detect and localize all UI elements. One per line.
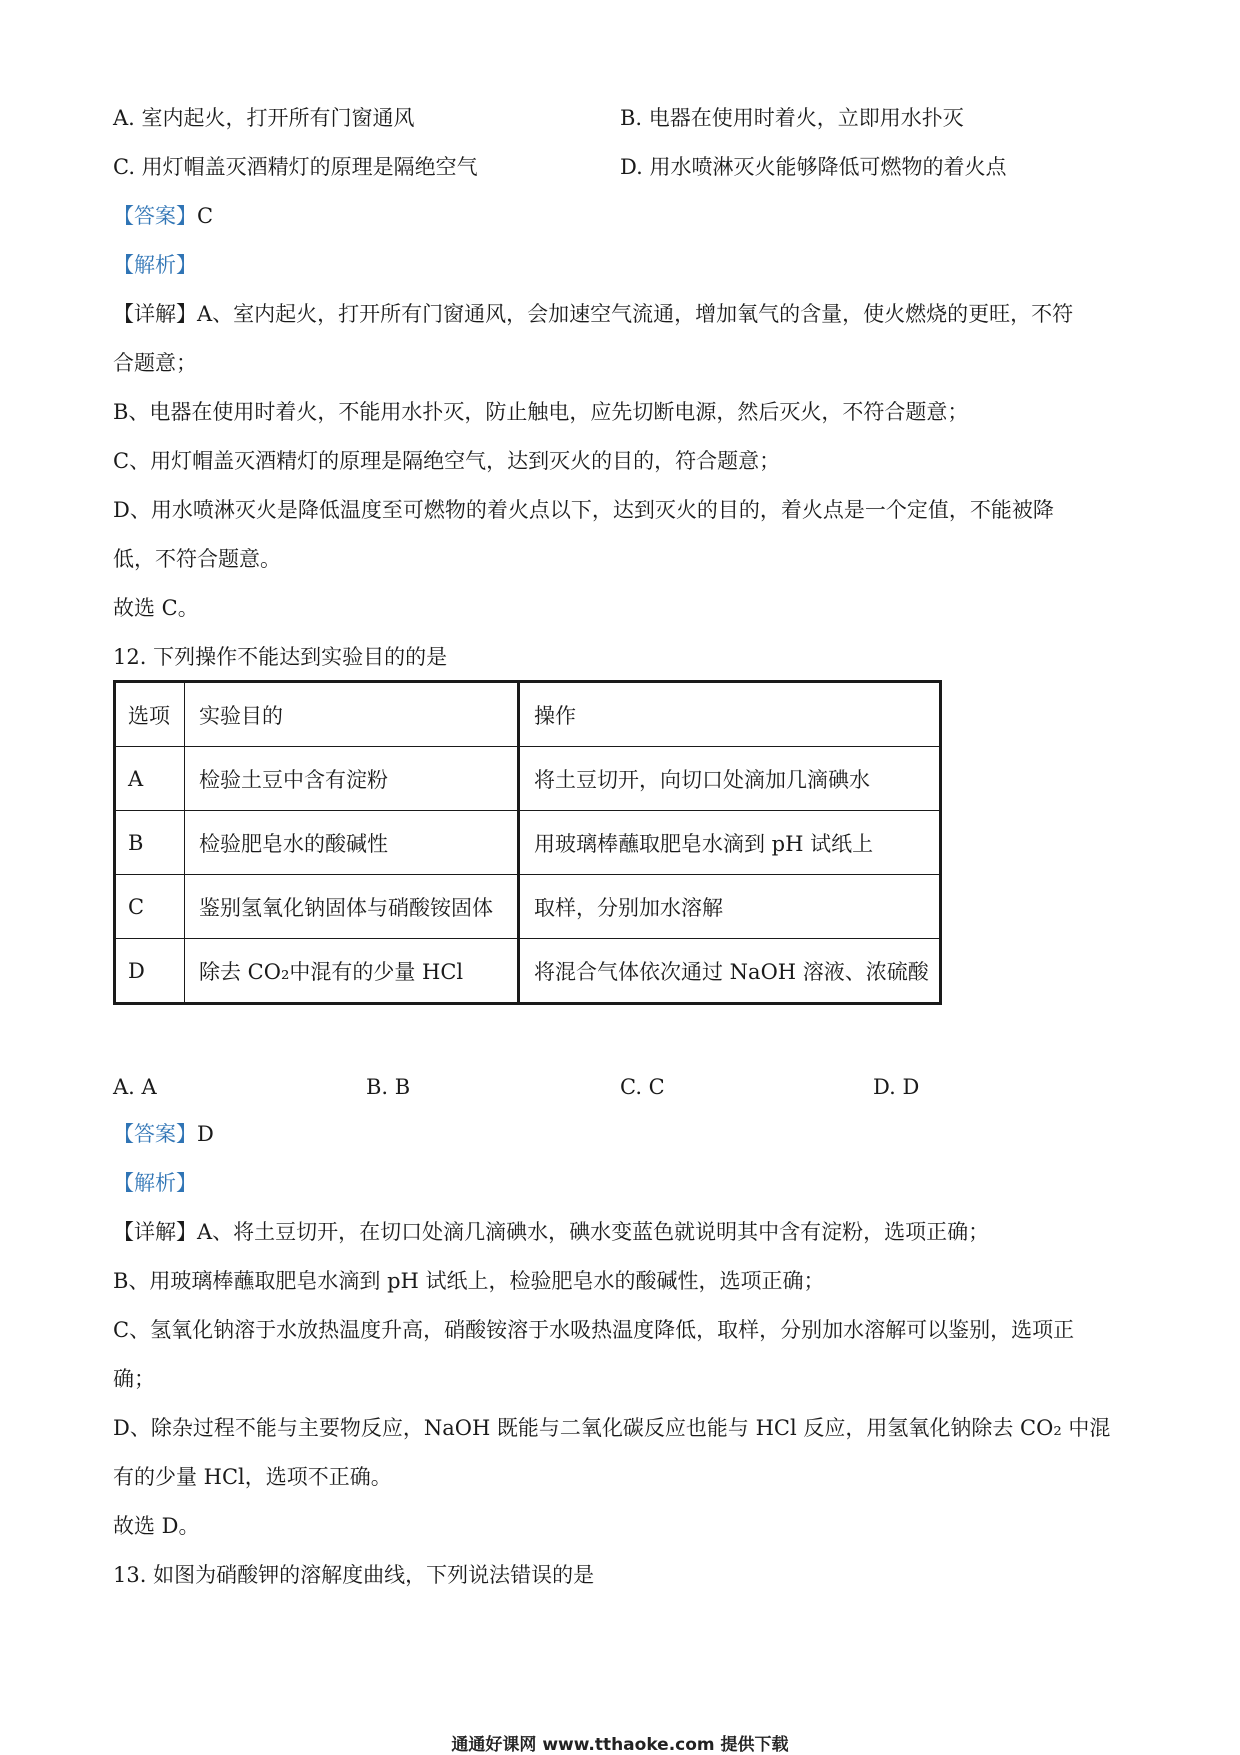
q12-detail-line-2: B、用玻璃棒蘸取肥皂水滴到 pH 试纸上，检验肥皂水的酸碱性，选项正确； bbox=[113, 1269, 825, 1293]
table-row bbox=[115, 939, 941, 1004]
detail-tag: 【详解】 bbox=[113, 302, 197, 326]
q12-detail-line-3: C、氢氧化钠溶于水放热温度升高，硝酸铵溶于水吸热温度降低，取样，分别加水溶解可以鉴别，选项正 bbox=[113, 1318, 1075, 1342]
q11-conclusion: 故选 C。 bbox=[113, 596, 199, 620]
table-cell: D bbox=[115, 939, 185, 1004]
detail-tag: 【详解】 bbox=[113, 1220, 197, 1244]
q12-option-d: D. D bbox=[873, 1075, 920, 1099]
q11-detail-line-1 bbox=[113, 300, 1073, 328]
detail-text: A、将土豆切开，在切口处滴几滴碘水，碘水变蓝色就说明其中含有淀粉，选项正确； bbox=[197, 1220, 990, 1244]
q11-answer bbox=[113, 202, 213, 230]
detail-text: A、室内起火，打开所有门窗通风，会加速空气流通，增加氧气的含量，使火燃烧的更旺，不符 bbox=[197, 302, 1074, 326]
table-cell: C bbox=[115, 875, 185, 939]
table-row bbox=[115, 747, 941, 811]
q11-detail-line-4: C、用灯帽盖灭酒精灯的原理是隔绝空气，达到灭火的目的，符合题意； bbox=[113, 449, 781, 473]
table-cell: 取样，分别加水溶解 bbox=[519, 875, 941, 939]
analysis-tag: 【解析】 bbox=[113, 1171, 197, 1195]
q12-option-b: B. B bbox=[366, 1075, 411, 1099]
table-cell: B bbox=[115, 811, 185, 875]
q12-analysis-tag bbox=[113, 1169, 197, 1197]
q11-option-c: C. 用灯帽盖灭酒精灯的原理是隔绝空气 bbox=[113, 155, 478, 179]
q12-option-a: A. A bbox=[113, 1075, 157, 1099]
table-cell: 将土豆切开，向切口处滴加几滴碘水 bbox=[519, 747, 941, 811]
answer-tag: 【答案】 bbox=[113, 1122, 197, 1146]
page-footer: 通通好课网 www.tthaoke.com 提供下载 bbox=[451, 1735, 789, 1755]
table-row bbox=[115, 811, 941, 875]
q11-analysis-tag bbox=[113, 251, 197, 279]
answer-value: C bbox=[197, 204, 214, 228]
answer-value: D bbox=[197, 1122, 214, 1146]
q12-detail-line-6: 有的少量 HCl，选项不正确。 bbox=[113, 1465, 392, 1489]
table-cell: A bbox=[115, 747, 185, 811]
table-header-cell: 实验目的 bbox=[185, 682, 519, 747]
q12-answer bbox=[113, 1120, 214, 1148]
table-row bbox=[115, 875, 941, 939]
table-header-row bbox=[115, 682, 941, 747]
table-cell: 用玻璃棒蘸取肥皂水滴到 pH 试纸上 bbox=[519, 811, 941, 875]
table-cell: 鉴别氢氧化钠固体与硝酸铵固体 bbox=[185, 875, 519, 939]
analysis-tag: 【解析】 bbox=[113, 253, 197, 277]
table-header-cell: 操作 bbox=[519, 682, 941, 747]
table-cell: 除去 CO₂中混有的少量 HCl bbox=[185, 939, 519, 1004]
q12-detail-line-4: 确； bbox=[113, 1367, 155, 1391]
table-cell: 检验土豆中含有淀粉 bbox=[185, 747, 519, 811]
q12-stem: 12. 下列操作不能达到实验目的的是 bbox=[113, 645, 448, 669]
q12-conclusion: 故选 D。 bbox=[113, 1514, 200, 1538]
table-cell: 将混合气体依次通过 NaOH 溶液、浓硫酸 bbox=[519, 939, 941, 1004]
q13-stem: 13. 如图为硝酸钾的溶解度曲线，下列说法错误的是 bbox=[113, 1563, 595, 1587]
table-header-cell: 选项 bbox=[115, 682, 185, 747]
table-cell: 检验肥皂水的酸碱性 bbox=[185, 811, 519, 875]
q11-detail-line-5: D、用水喷淋灭火是降低温度至可燃物的着火点以下，达到灭火的目的，着火点是一个定值，不能被降 bbox=[113, 498, 1054, 522]
q11-option-a: A. 室内起火，打开所有门窗通风 bbox=[113, 106, 415, 130]
q12-detail-line-5: D、除杂过程不能与主要物反应，NaOH 既能与二氧化碳反应也能与 HCl 反应，用氢氧化钠除去 CO₂ 中混 bbox=[113, 1416, 1111, 1440]
q11-option-b: B. 电器在使用时着火，立即用水扑灭 bbox=[620, 106, 964, 130]
q12-detail-line-1 bbox=[113, 1218, 989, 1246]
q12-option-c: C. C bbox=[620, 1075, 665, 1099]
answer-tag: 【答案】 bbox=[113, 204, 197, 228]
q11-detail-line-3: B、电器在使用时着火，不能用水扑灭，防止触电，应先切断电源，然后灭火，不符合题意； bbox=[113, 400, 969, 424]
q11-detail-line-6: 低，不符合题意。 bbox=[113, 547, 281, 571]
q11-option-d: D. 用水喷淋灭火能够降低可燃物的着火点 bbox=[620, 155, 1007, 179]
q11-detail-line-2: 合题意； bbox=[113, 351, 197, 375]
q12-table bbox=[113, 680, 942, 1005]
